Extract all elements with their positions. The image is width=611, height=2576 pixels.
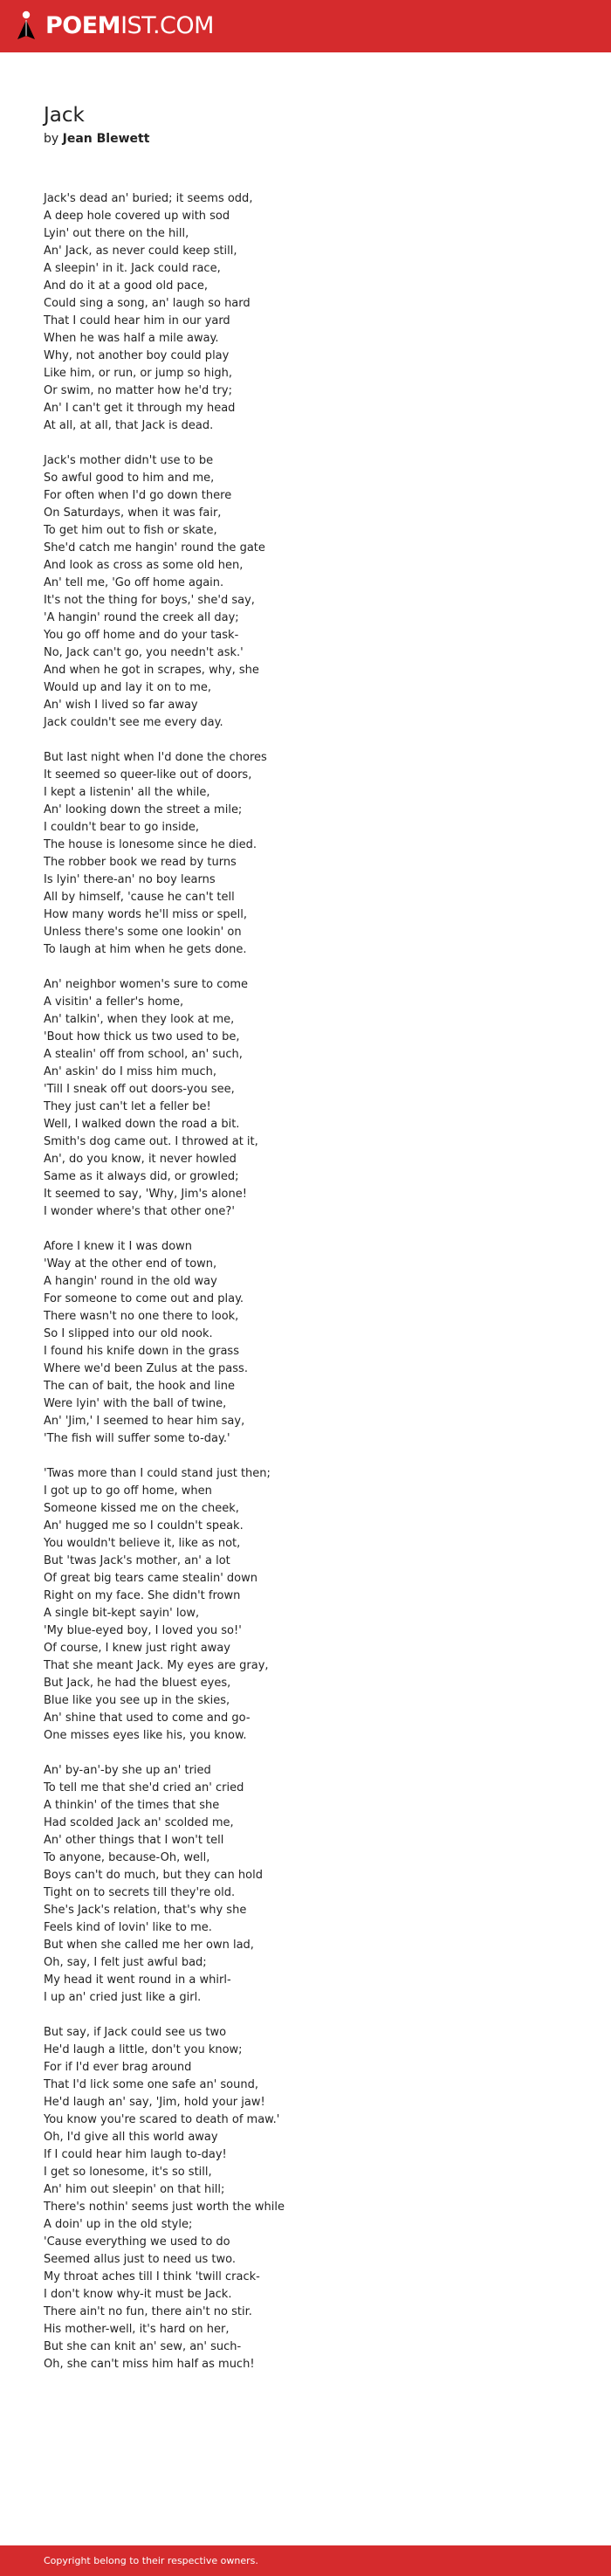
poem-line: On Saturdays, when it was fair, [44, 506, 222, 520]
poem-line: A hangin' round in the old way [44, 1275, 217, 1288]
poem-line: An', do you know, it never howled [44, 1153, 237, 1166]
poem-line: Afore I knew it I was down [44, 1240, 193, 1253]
poem-line: There wasn't no one there to look, [44, 1310, 239, 1323]
poem-line: But when she called me her own lad, [44, 1939, 254, 1952]
poem-line: Unless there's some one lookin' on [44, 926, 242, 939]
poem-line: An' Jack, as never could keep still, [44, 245, 237, 258]
poem-line: All by himself, 'cause he can't tell [44, 891, 235, 904]
poem-line: That I could hear him in our yard [44, 314, 230, 327]
poem-line: Were lyin' with the ball of twine, [44, 1397, 227, 1410]
poem-line: And when he got in scrapes, why, she [44, 664, 259, 677]
poem-line: Someone kissed me on the cheek, [44, 1502, 239, 1515]
poem-author[interactable]: Jean Blewett [62, 132, 150, 146]
poem-line: Tight on to secrets till they're old. [44, 1886, 236, 1899]
poem-line: A single bit-kept sayin' low, [44, 1607, 200, 1620]
poem-line: The can of bait, the hook and line [44, 1380, 235, 1393]
logo-text-light: IST.COM [120, 12, 214, 39]
poem-line: That I'd lick some one safe an' sound, [44, 2078, 258, 2091]
poem-line: An' askin' do I miss him much, [44, 1065, 216, 1078]
poem-line: I got up to go off home, when [44, 1484, 212, 1498]
poem-line: It seemed to say, 'Why, Jim's alone! [44, 1188, 247, 1201]
poem-line: 'Twas more than I could stand just then; [44, 1467, 271, 1480]
poem-line: A thinkin' of the times that she [44, 1799, 220, 1812]
poem-line: Or swim, no matter how he'd try; [44, 384, 232, 397]
poem-line: She's Jack's relation, that's why she [44, 1904, 247, 1917]
poem-line: An' tell me, 'Go off home again. [44, 576, 224, 589]
poem-line: A doin' up in the old style; [44, 2218, 193, 2231]
poem-line: An' looking down the street a mile; [44, 803, 243, 816]
poem-line: She'd catch me hangin' round the gate [44, 541, 265, 554]
poem-body [44, 190, 585, 2391]
poem-line: If I could hear him laugh to-day! [44, 2148, 227, 2161]
poem-line: There's nothin' seems just worth the while [44, 2201, 285, 2214]
poem-line: To anyone, because-Oh, well, [44, 1851, 210, 1864]
poem-line: Blue like you see up in the skies, [44, 1694, 230, 1707]
poem-line: 'The fish will suffer some to-day.' [44, 1432, 230, 1445]
poem-line: For someone to come out and play. [44, 1292, 244, 1305]
poem-line: A visitin' a feller's home, [44, 995, 184, 1009]
poem-line: My throat aches till I think 'twill crack- [44, 2270, 260, 2283]
poem-line: 'Bout how thick us two used to be, [44, 1030, 240, 1043]
poem-line: An' neighbor women's sure to come [44, 978, 248, 991]
poem-line: At all, at all, that Jack is dead. [44, 419, 214, 432]
poem-line: A sleepin' in it. Jack could race, [44, 262, 221, 275]
poem-line: You know you're scared to death of maw.' [44, 2113, 280, 2126]
poem-line: Where we'd been Zulus at the pass. [44, 1362, 248, 1375]
site-header [0, 0, 611, 52]
poem-line: No, Jack can't go, you needn't ask.' [44, 646, 244, 659]
poem-line: Of course, I knew just right away [44, 1642, 230, 1655]
poem-stanza [44, 190, 585, 435]
poem-line: Like him, or run, or jump so high, [44, 367, 233, 380]
poem-stanza [44, 1465, 585, 1745]
poem-line: Lyin' out there on the hill, [44, 227, 189, 240]
poem-line: An' him out sleepin' on that hill; [44, 2183, 225, 2196]
poem-line: It's not the thing for boys,' she'd say, [44, 594, 255, 607]
poem-line: Is lyin' there-an' no boy learns [44, 873, 216, 886]
poem-line: And look as cross as some old hen, [44, 559, 244, 572]
poem-line: But say, if Jack could see us two [44, 2026, 227, 2039]
poem-line: The robber book we read by turns [44, 856, 237, 869]
poem-stanza [44, 1238, 585, 1448]
poem-line: Smith's dog came out. I throwed at it, [44, 1135, 258, 1148]
poem-line: I couldn't bear to go inside, [44, 821, 200, 834]
poem-line: An' by-an'-by she up an' tried [44, 1764, 211, 1777]
pen-nib-icon [16, 10, 37, 43]
poem-line: Oh, say, I felt just awful bad; [44, 1956, 207, 1969]
poem-line: So I slipped into our old nook. [44, 1327, 213, 1340]
poem-line: 'Cause everything we used to do [44, 2235, 230, 2249]
poem-line: And do it at a good old pace, [44, 279, 208, 293]
poem-line: I wonder where's that other one?' [44, 1205, 235, 1218]
poem-stanza [44, 2024, 585, 2373]
poem-line: When he was half a mile away. [44, 332, 219, 345]
poem-line: My head it went round in a whirl- [44, 1973, 231, 1987]
poem-line: To tell me that she'd cried an' cried [44, 1781, 244, 1794]
poem-line: Right on my face. She didn't frown [44, 1589, 241, 1602]
poem-line: An' other things that I won't tell [44, 1834, 224, 1847]
footer-copyright: Copyright belong to their respective owners. [44, 2555, 258, 2566]
poem-line: It seemed so queer-like out of doors, [44, 768, 252, 782]
poem-line: Of great big tears came stealin' down [44, 1572, 257, 1585]
poem-line: He'd laugh a little, don't you know; [44, 2043, 243, 2056]
poem-line: That she meant Jack. My eyes are gray, [44, 1659, 269, 1672]
site-logo[interactable] [16, 10, 214, 43]
poem-line: An' talkin', when they look at me, [44, 1013, 235, 1026]
poem-line: Oh, I'd give all this world away [44, 2131, 218, 2144]
poem-line: An' shine that used to come and go- [44, 1712, 251, 1725]
poem-line: An' I can't get it through my head [44, 402, 236, 415]
poem-line: Well, I walked down the road a bit. [44, 1118, 240, 1131]
poem-line: 'My blue-eyed boy, I loved you so!' [44, 1624, 242, 1637]
poem-stanza [44, 976, 585, 1221]
poem-line: Boys can't do much, but they can hold [44, 1869, 263, 1882]
poem-line: You wouldn't believe it, like as not, [44, 1537, 241, 1550]
poem-line: I found his knife down in the grass [44, 1345, 239, 1358]
poem-stanza [44, 749, 585, 959]
poem-line: 'Way at the other end of town, [44, 1257, 217, 1271]
poem-line: Jack's dead an' buried; it seems odd, [44, 192, 253, 205]
poem-line: A stealin' off from school, an' such, [44, 1048, 243, 1061]
byline-prefix: by [44, 132, 59, 146]
poem-line: But she can knit an' sew, an' such- [44, 2340, 242, 2353]
poem-stanza [44, 452, 585, 732]
poem-line: Would up and lay it on to me, [44, 681, 212, 694]
poem-line: I get so lonesome, it's so still, [44, 2166, 212, 2179]
poem-line: For if I'd ever brag around [44, 2061, 192, 2074]
poem-line: His mother-well, it's hard on her, [44, 2323, 230, 2336]
poem-line: For often when I'd go down there [44, 489, 232, 502]
poem-title: Jack [44, 104, 85, 127]
poem-line: Jack's mother didn't use to be [44, 454, 214, 467]
poem-line: I don't know why-it must be Jack. [44, 2288, 232, 2301]
poem-line: I kept a listenin' all the while, [44, 786, 210, 799]
poem-line: An' 'Jim,' I seemed to hear him say, [44, 1415, 245, 1428]
poem-line: How many words he'll miss or spell, [44, 908, 247, 921]
poem-line: There ain't no fun, there ain't no stir. [44, 2305, 252, 2318]
poem-line: To get him out to fish or skate, [44, 524, 217, 537]
poem-line: So awful good to him and me, [44, 472, 215, 485]
poem-line: To laugh at him when he gets done. [44, 943, 247, 956]
poem-line: You go off home and do your task- [44, 629, 239, 642]
poem-line: They just can't let a feller be! [44, 1100, 211, 1113]
poem-line: Could sing a song, an' laugh so hard [44, 297, 251, 310]
poem-line: Why, not another boy could play [44, 349, 230, 362]
poem-line: Jack couldn't see me every day. [44, 716, 223, 729]
logo-text [45, 10, 214, 43]
poem-stanza [44, 1762, 585, 2007]
poem-line: 'A hangin' round the creek all day; [44, 611, 239, 624]
poem-line: One misses eyes like his, you know. [44, 1729, 247, 1742]
poem-line: A deep hole covered up with sod [44, 210, 230, 223]
poem-line: I up an' cried just like a girl. [44, 1991, 202, 2004]
poem-byline [44, 130, 149, 148]
poem-line: But Jack, he had the bluest eyes, [44, 1677, 231, 1690]
poem-line: He'd laugh an' say, 'Jim, hold your jaw! [44, 2096, 265, 2109]
poem-line: The house is lonesome since he died. [44, 838, 257, 851]
poem-line: An' wish I lived so far away [44, 699, 198, 712]
poem-line: But last night when I'd done the chores [44, 751, 267, 764]
poem-line: But 'twas Jack's mother, an' a lot [44, 1554, 230, 1567]
poem-line: 'Till I sneak off out doors-you see, [44, 1083, 235, 1096]
poem-line: Same as it always did, or growled; [44, 1170, 239, 1183]
poem-line: Feels kind of lovin' like to me. [44, 1921, 212, 1934]
logo-text-bold: POEM [45, 12, 121, 39]
poem-line: An' hugged me so I couldn't speak. [44, 1519, 244, 1533]
site-footer [0, 2545, 611, 2576]
poem-line: Oh, she can't miss him half as much! [44, 2358, 255, 2371]
poem-line: Seemed allus just to need us two. [44, 2253, 237, 2266]
poem-line: Had scolded Jack an' scolded me, [44, 1816, 234, 1829]
